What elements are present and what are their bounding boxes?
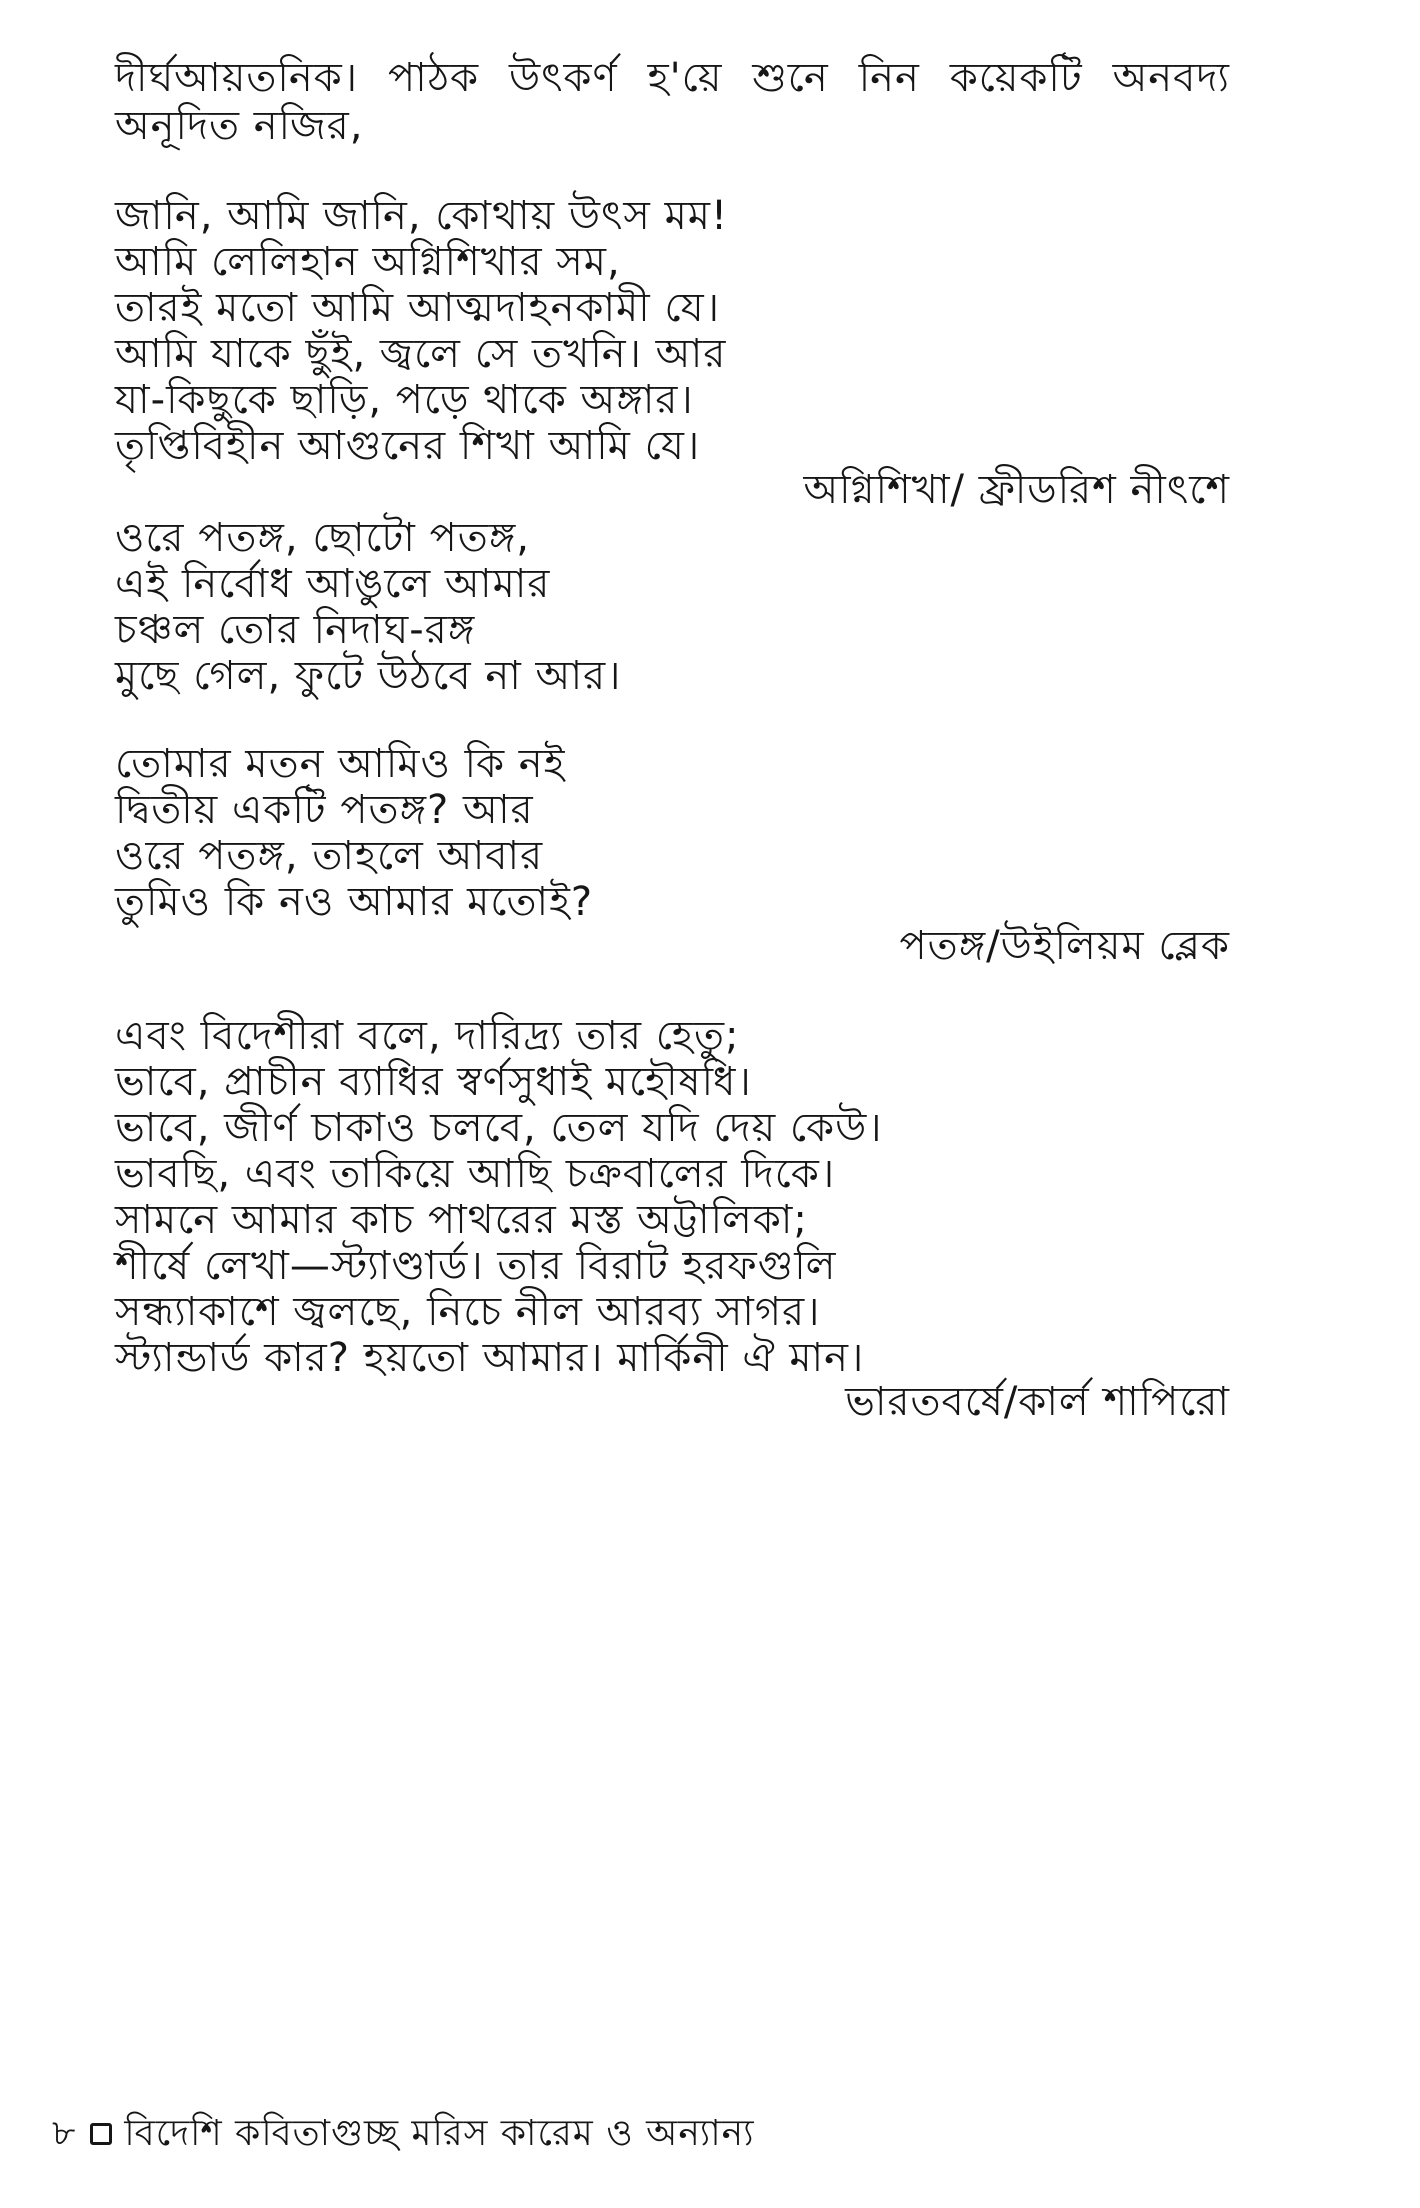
poem-line: তোমার মতন আমিও কি নই <box>115 741 566 787</box>
poem-line: ভাবছি, এবং তাকিয়ে আছি চক্রবালের দিকে। <box>115 1151 836 1197</box>
poem-line: এবং বিদেশীরা বলে, দারিদ্র্য তার হেতু; <box>115 1013 740 1059</box>
square-bullet-icon <box>90 2123 112 2145</box>
poem-line: চঞ্চল তোর নিদাঘ-রঙ্গ <box>115 607 476 653</box>
poem-line: মুছে গেল, ফুটে উঠবে না আর। <box>115 653 622 699</box>
poem-line: সন্ধ্যাকাশে জ্বলছে, নিচে নীল আরব্য সাগর। <box>115 1289 821 1335</box>
page-number: ৮ <box>52 2113 77 2154</box>
poem-line: ভাবে, জীর্ণ চাকাও চলবে, তেল যদি দেয় কেউ। <box>115 1105 883 1151</box>
poem-line: আমি লেলিহান অগ্নিশিখার সম, <box>115 239 621 285</box>
poem-line: যা-কিছুকে ছাড়ি, পড়ে থাকে অঙ্গার। <box>115 377 694 423</box>
poem-line: ওরে পতঙ্গ, ছোটো পতঙ্গ, <box>115 515 531 561</box>
poem-attribution: অগ্নিশিখা/ ফ্রীডরিশ নীৎশে <box>803 467 1230 513</box>
poem-attribution: ভারতবর্ষে/কার্ল শাপিরো <box>845 1379 1230 1425</box>
poem-line: শীর্ষে লেখা—স্ট্যাণ্ডার্ড। তার বিরাট হরফগুলি <box>115 1243 837 1289</box>
poem-line: সামনে আমার কাচ পাথরের মস্ত অট্টালিকা; <box>115 1197 808 1243</box>
poem-line: তুমিও কি নও আমার মতোই? <box>115 879 594 925</box>
poem-line: ওরে পতঙ্গ, তাহলে আবার <box>115 833 544 879</box>
poem-line: এই নির্বোধ আঙুলে আমার <box>115 561 551 607</box>
poem-line: স্ট্যান্ডার্ড কার? হয়তো আমার। মার্কিনী ঐ মান। <box>115 1335 865 1381</box>
poem-line: জানি, আমি জানি, কোথায় উৎস মম! <box>115 193 729 239</box>
poem-line: তৃপ্তিবিহীন আগুনের শিখা আমি যে। <box>115 423 701 469</box>
poem-line: দ্বিতীয় একটি পতঙ্গ? আর <box>115 787 534 833</box>
poem-line: আমি যাকে ছুঁই, জ্বলে সে তখনি। আর <box>115 331 727 377</box>
poem-attribution: পতঙ্গ/উইলিয়ম ব্লেক <box>899 923 1230 969</box>
intro-line-2: অনূদিত নজির, <box>115 103 364 149</box>
book-title: বিদেশি কবিতাগুচ্ছ মরিস কারেম ও অন্যান্য <box>124 2113 755 2154</box>
poem-line: ভাবে, প্রাচীন ব্যাধির স্বর্ণসুধাই মহৌষধি। <box>115 1059 752 1105</box>
intro-line-1: দীর্ঘআয়তনিক। পাঠক উৎকর্ণ হ'য়ে শুনে নিন কয়েকটি অনবদ্য <box>115 55 1230 101</box>
page-footer <box>52 2110 755 2158</box>
poem-line: তারই মতো আমি আত্মদাহনকামী যে। <box>115 285 721 331</box>
